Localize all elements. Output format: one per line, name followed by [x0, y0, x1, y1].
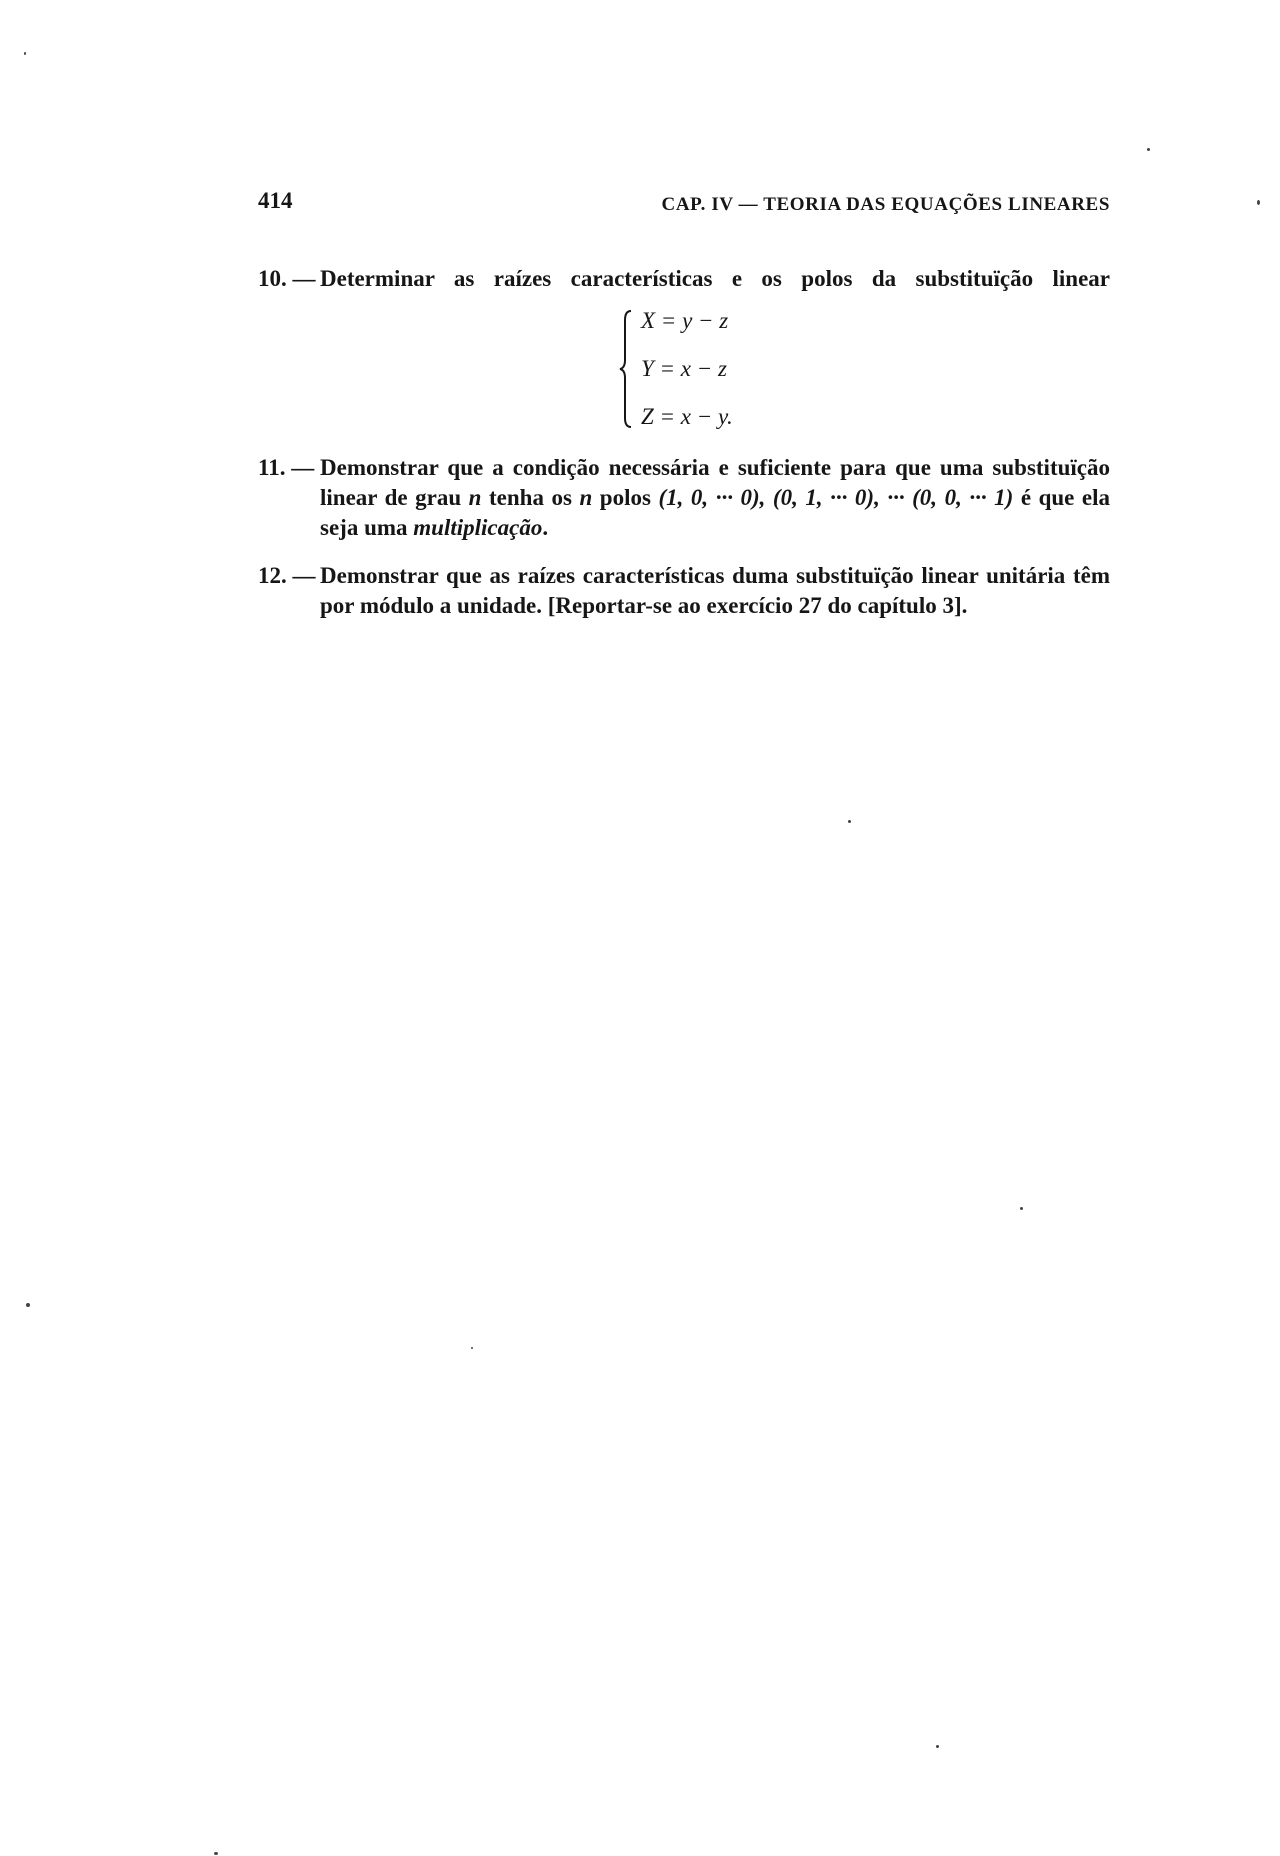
page-number: 414 — [258, 188, 293, 213]
exercise-text: Demonstrar que as raízes características duma substituïção linear unitária têm por módulo a unidade. [Reportar-se ao exercício 27 do capítulo 3]. — [320, 563, 1110, 618]
emphasis-term: multiplicação — [413, 515, 543, 540]
text-segment: é que ela seja uma — [320, 485, 1110, 540]
exercise-number: 12. — — [258, 563, 316, 588]
exercise-text — [258, 453, 1110, 543]
scan-speck — [214, 1852, 218, 1855]
text-segment: Demonstrar que a condição necessária e suficiente para que uma substituïção linear de grau — [320, 455, 1110, 510]
equation-z: Z = x − y. — [641, 404, 733, 429]
exercise-number: 11. — — [258, 455, 315, 480]
equation-x: X = y − z — [641, 308, 729, 333]
text-segment: . — [542, 515, 549, 540]
exercise-12 — [258, 561, 1110, 621]
equation-system — [617, 308, 777, 430]
running-head: CAP. IV — TEORIA DAS EQUAÇÕES LINEARES — [661, 194, 1110, 215]
scan-speck — [1257, 200, 1260, 205]
scan-speck — [1147, 148, 1150, 151]
scan-speck — [936, 1745, 939, 1748]
exercise-number: 10. — — [258, 266, 316, 291]
left-brace — [617, 308, 635, 430]
scan-speck — [24, 52, 26, 55]
variable-n: n — [468, 485, 482, 510]
exercise-11 — [258, 453, 1110, 543]
equation-y: Y = x − z — [641, 356, 727, 381]
exercise-text: Determinar as raízes características e os polos da substituïção linear — [320, 266, 1110, 291]
text-segment: polos — [592, 485, 659, 510]
exercise-10 — [258, 264, 1110, 294]
scan-speck — [848, 820, 851, 823]
scan-speck — [471, 1347, 473, 1349]
scan-speck — [26, 1303, 30, 1307]
variable-n: n — [579, 485, 593, 510]
scan-speck — [1020, 1207, 1023, 1210]
poles-list: (1, 0, ··· 0), (0, 1, ··· 0), ··· (0, 0, ··· 1) — [658, 485, 1014, 510]
text-segment: tenha os — [481, 485, 580, 510]
